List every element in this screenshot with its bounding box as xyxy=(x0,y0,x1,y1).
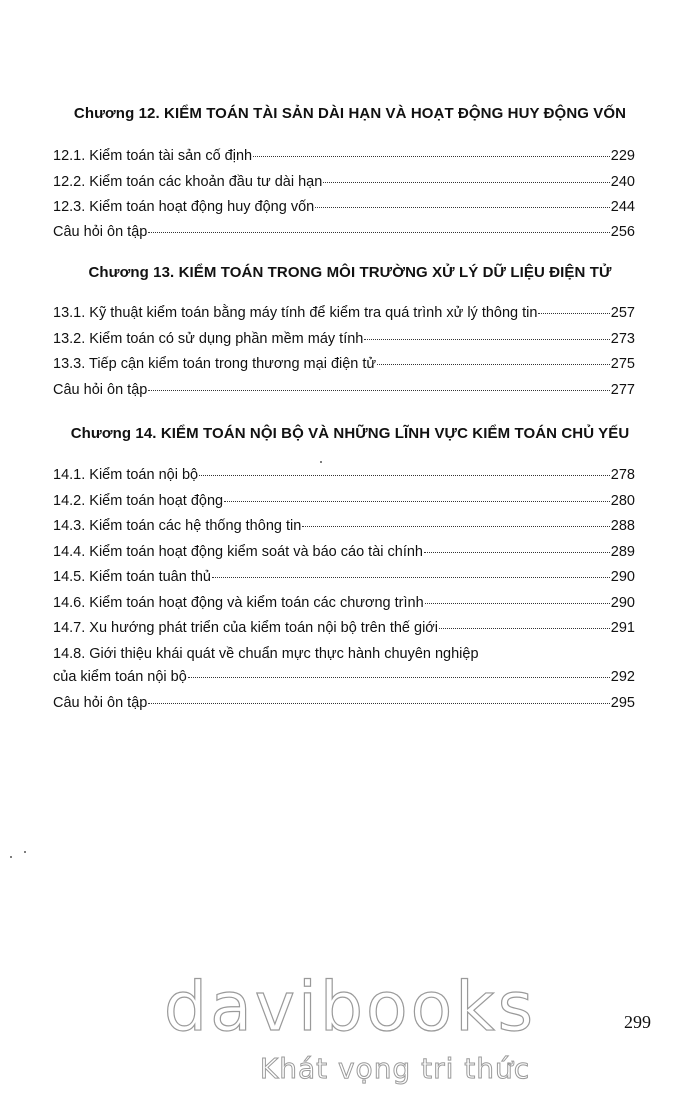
scan-speck xyxy=(24,851,26,853)
toc-entry-page: 275 xyxy=(610,356,635,372)
toc-entry-page: 278 xyxy=(610,467,635,483)
toc-entry-label: Câu hỏi ôn tập xyxy=(53,224,148,240)
scan-speck xyxy=(10,856,12,858)
toc-entry-label: 14.7. Xu hướng phát triển của kiểm toán nội bộ trên thế giới xyxy=(53,620,439,636)
toc-entry-page: 229 xyxy=(610,148,635,164)
toc-entry-page: 290 xyxy=(610,569,635,585)
toc-entry[interactable] xyxy=(53,594,635,612)
dot-leader xyxy=(424,552,610,553)
dot-leader xyxy=(199,475,610,476)
toc-entry[interactable] xyxy=(53,198,635,216)
toc-entry-label: Câu hỏi ôn tập xyxy=(53,382,148,398)
dot-leader xyxy=(148,232,609,233)
toc-entry[interactable] xyxy=(53,517,635,535)
toc-entry[interactable] xyxy=(53,492,635,510)
toc-entry[interactable] xyxy=(53,543,635,561)
chapter-13-title: Chương 13. KIỂM TOÁN TRONG MÔI TRƯỜNG XỬ LÝ DỮ LIỆU ĐIỆN TỬ xyxy=(88,264,612,281)
toc-entry-label: 12.1. Kiểm toán tài sản cố định xyxy=(53,148,253,164)
dot-leader xyxy=(253,156,610,157)
dot-leader xyxy=(315,207,610,208)
page-number: 299 xyxy=(624,1012,651,1032)
toc-entry[interactable] xyxy=(53,668,635,686)
toc-entry[interactable] xyxy=(53,381,635,399)
toc-entry[interactable] xyxy=(53,355,635,373)
dot-leader xyxy=(538,313,609,314)
toc-entry-label: 14.6. Kiểm toán hoạt động và kiểm toán các chương trình xyxy=(53,595,424,611)
toc-entry[interactable] xyxy=(53,568,635,586)
toc-entry-label: 12.3. Kiểm toán hoạt động huy động vốn xyxy=(53,199,315,215)
toc-entry-label: 13.3. Tiếp cận kiểm toán trong thương mại điện tử xyxy=(53,356,377,372)
toc-entry-page: 292 xyxy=(610,669,635,685)
toc-entry-label: 14.2. Kiểm toán hoạt động xyxy=(53,493,224,509)
toc-entry-label: 14.3. Kiểm toán các hệ thống thông tin xyxy=(53,518,302,534)
dot-leader xyxy=(377,364,610,365)
watermark-brand: davibooks xyxy=(163,968,537,1047)
scan-speck xyxy=(320,461,322,463)
toc-entry[interactable] xyxy=(53,466,635,484)
toc-entry-label: của kiểm toán nội bộ xyxy=(53,669,187,685)
dot-leader xyxy=(148,703,609,704)
dot-leader xyxy=(425,603,610,604)
dot-leader xyxy=(323,182,610,183)
toc-entry[interactable] xyxy=(53,619,635,637)
toc-entry[interactable] xyxy=(53,694,635,712)
toc-entry-label: 13.1. Kỹ thuật kiểm toán bằng máy tính để kiểm tra quá trình xử lý thông tin xyxy=(53,305,538,321)
toc-entry[interactable] xyxy=(53,304,635,322)
toc-entry-page: 290 xyxy=(610,595,635,611)
watermark-tagline: Khát vọng tri thức xyxy=(259,1052,531,1085)
chapter-14-title: Chương 14. KIỂM TOÁN NỘI BỘ VÀ NHỮNG LĨNH VỰC KIỂM TOÁN CHỦ YẾU xyxy=(70,425,630,442)
toc-entry-label: 14.5. Kiểm toán tuân thủ xyxy=(53,569,211,585)
dot-leader xyxy=(302,526,610,527)
toc-entry-page: 280 xyxy=(610,493,635,509)
toc-entry-page: 256 xyxy=(610,224,635,240)
dot-leader xyxy=(364,339,609,340)
chapter-12-title: Chương 12. KIỂM TOÁN TÀI SẢN DÀI HẠN VÀ HOẠT ĐỘNG HUY ĐỘNG VỐN xyxy=(73,105,627,122)
toc-entry-label: 13.2. Kiểm toán có sử dụng phần mềm máy tính xyxy=(53,331,364,347)
toc-entry[interactable] xyxy=(53,330,635,348)
toc-entry-label: 14.4. Kiểm toán hoạt động kiểm soát và báo cáo tài chính xyxy=(53,544,423,560)
dot-leader xyxy=(224,501,610,502)
toc-entry[interactable] xyxy=(53,223,635,241)
toc-entry-page: 257 xyxy=(610,305,635,321)
toc-entry[interactable] xyxy=(53,147,635,165)
toc-entry-page: 244 xyxy=(610,199,635,215)
toc-entry-page: 295 xyxy=(610,695,635,711)
dot-leader xyxy=(212,577,610,578)
toc-entry-page: 240 xyxy=(610,174,635,190)
toc-entry-page: 291 xyxy=(610,620,635,636)
toc-entry[interactable] xyxy=(53,173,635,191)
toc-entry-page: 273 xyxy=(610,331,635,347)
toc-entry-label: 14.1. Kiểm toán nội bộ xyxy=(53,467,199,483)
toc-entry-page: 277 xyxy=(610,382,635,398)
toc-entry-label: Câu hỏi ôn tập xyxy=(53,695,148,711)
dot-leader xyxy=(439,628,610,629)
dot-leader xyxy=(188,677,610,678)
toc-entry-page: 289 xyxy=(610,544,635,560)
toc-entry-label-line1[interactable]: 14.8. Giới thiệu khái quát về chuẩn mực thực hành chuyên nghiệp xyxy=(53,646,479,662)
toc-entry-label: 12.2. Kiểm toán các khoản đầu tư dài hạn xyxy=(53,174,323,190)
toc-entry-page: 288 xyxy=(610,518,635,534)
dot-leader xyxy=(148,390,609,391)
